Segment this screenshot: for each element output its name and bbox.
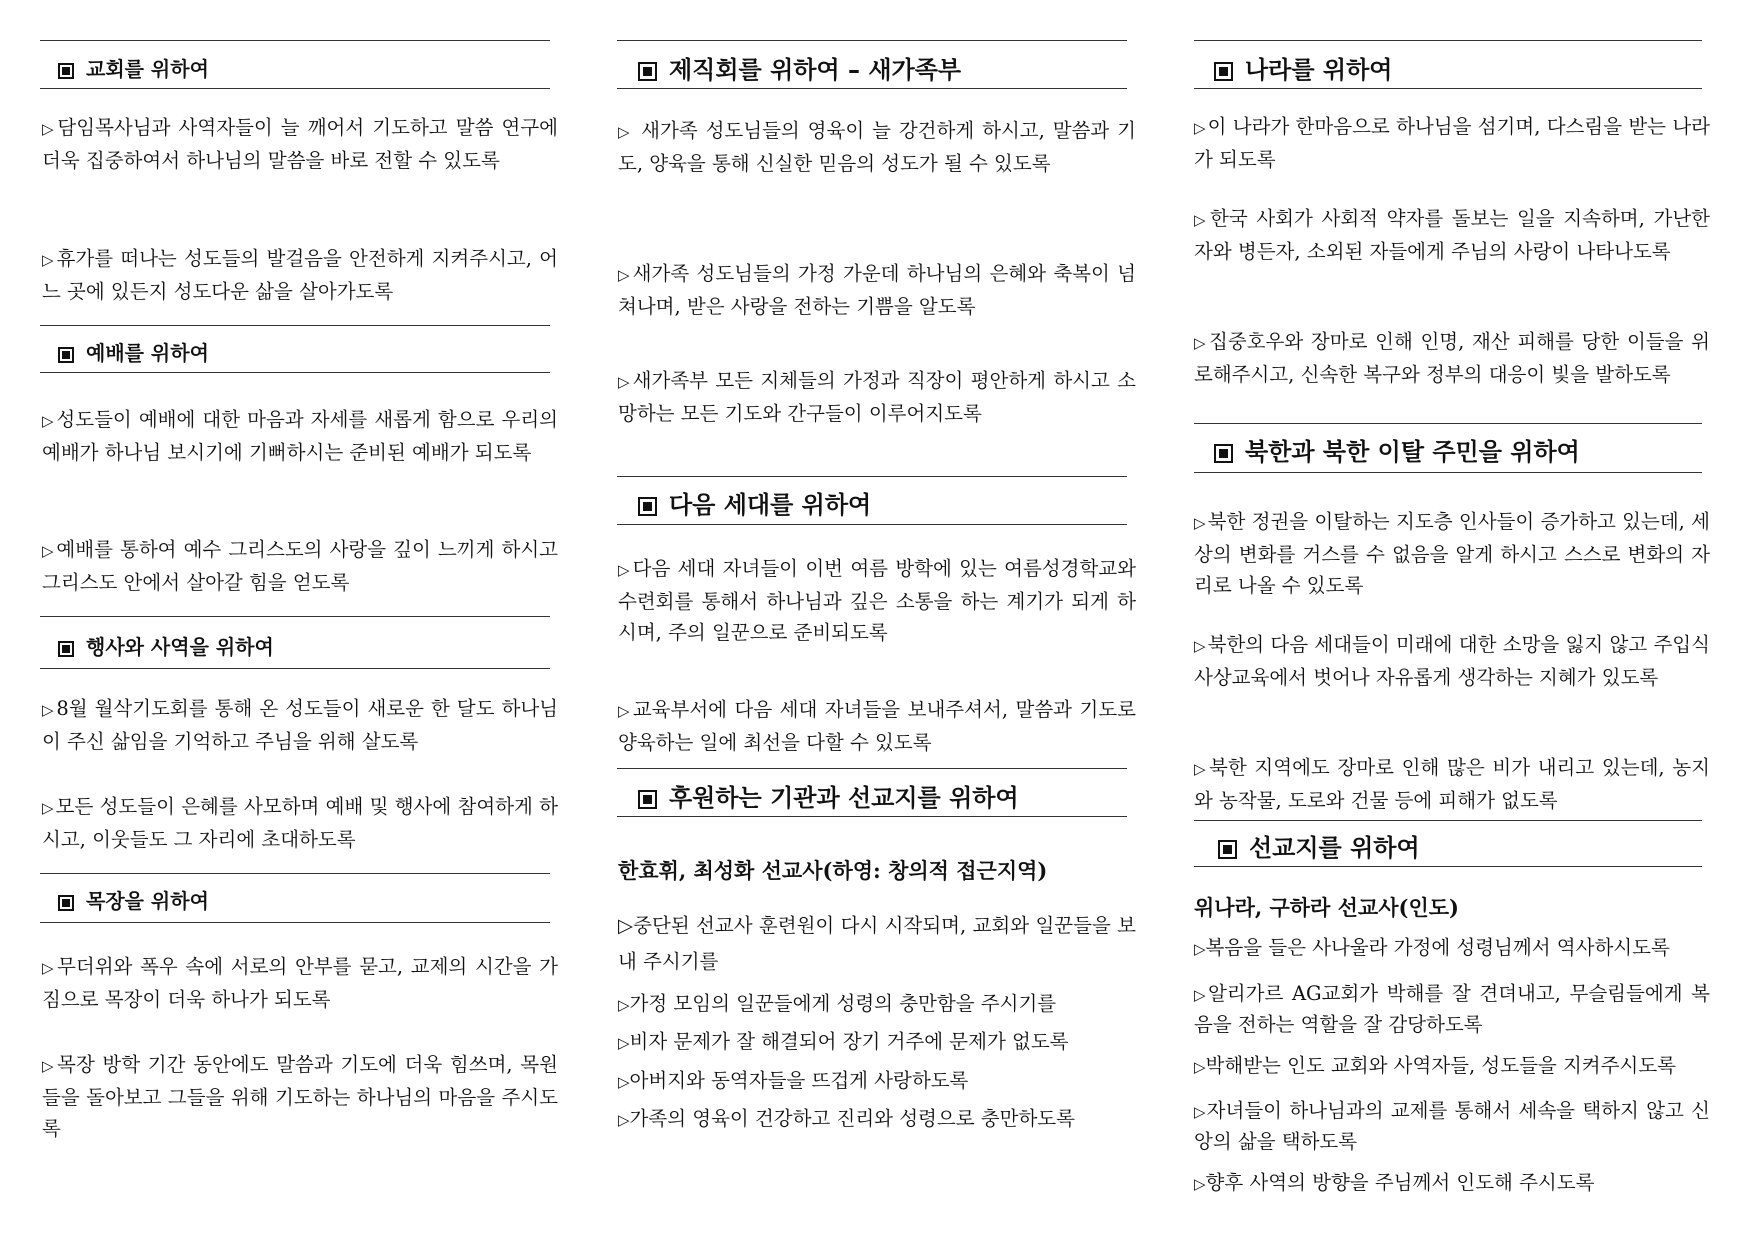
section-heading: 선교지를 위하여 — [1218, 828, 1420, 863]
divider — [40, 616, 550, 617]
square-marker-icon — [638, 790, 657, 809]
prayer-item: ▷ 담임목사님과 사역자들이 늘 깨어서 기도하고 말씀 연구에 더욱 집중하여서 하나님의 말씀을 바로 전할 수 있도록 — [42, 116, 558, 172]
prayer-item: ▷자녀들이 하나님과의 교제를 통해서 세속을 택하지 않고 신앙의 삶을 택하도록 — [1194, 1099, 1710, 1153]
divider — [617, 88, 1127, 89]
bullet-triangle-icon: ▷ — [618, 373, 631, 391]
prayer-item: ▷중단된 선교사 훈련원이 다시 시작되며, 교회와 일꾼들을 보내 주시기를 — [618, 914, 1136, 973]
prayer-item: ▷ 휴가를 떠나는 성도들의 발걸음을 안전하게 지켜주시고, 어느 곳에 있든지 성도다운 삶을 살아가도록 — [42, 247, 558, 303]
bullet-triangle-icon: ▷ — [42, 701, 55, 719]
bullet-triangle-icon: ▷ — [1194, 637, 1206, 655]
bullet-triangle-icon: ▷ — [618, 702, 631, 720]
square-marker-icon — [638, 62, 657, 81]
bullet-triangle-icon: ▷ — [1194, 760, 1208, 778]
divider — [1194, 820, 1702, 821]
section-heading: 행사와 사역을 위하여 — [58, 631, 274, 660]
divider — [40, 922, 550, 923]
bullet-triangle-icon: ▷ — [618, 1111, 630, 1129]
prayer-item: ▷ 목장 방학 기간 동안에도 말씀과 기도에 더욱 힘쓰며, 목원들을 돌아보고 그들을 위해 기도하는 하나님의 마음을 주시도록 — [42, 1053, 558, 1140]
bullet-triangle-icon: ▷ — [42, 1057, 56, 1075]
prayer-item: ▷비자 문제가 잘 해결되어 장기 거주에 문제가 없도록 — [618, 1030, 1069, 1053]
divider — [40, 325, 550, 326]
square-marker-icon — [1214, 62, 1233, 81]
prayer-item: ▷ 새가족부 모든 지체들의 가정과 직장이 평안하게 하시고 소망하는 모든 기도와 간구들이 이루어지도록 — [618, 369, 1136, 425]
bullet-triangle-icon: ▷ — [1194, 119, 1206, 137]
bullet-triangle-icon: ▷ — [42, 251, 55, 269]
prayer-item: ▷ 새가족 성도님들의 가정 가운데 하나님의 은혜와 축복이 넘쳐나며, 받은 사랑을 전하는 기쁨을 알도록 — [618, 262, 1136, 318]
bullet-triangle-icon: ▷ — [1194, 334, 1208, 352]
section-heading: 후원하는 기관과 선교지를 위하여 — [638, 778, 1019, 813]
prayer-item: ▷ 북한의 다음 세대들이 미래에 대한 소망을 잃지 않고 주입식 사상교육에서 벗어나 자유롭게 생각하는 지혜가 있도록 — [1194, 633, 1710, 689]
section-heading: 목장을 위하여 — [58, 885, 209, 914]
prayer-item: ▷ 이 나라가 한마음으로 하나님을 섬기며, 다스림을 받는 나라가 되도록 — [1194, 115, 1710, 171]
bullet-triangle-icon: ▷ — [618, 561, 631, 579]
bullet-triangle-icon: ▷ — [618, 996, 630, 1014]
prayer-item: ▷박해받는 인도 교회와 사역자들, 성도들을 지켜주시도록 — [1194, 1054, 1676, 1077]
prayer-item: ▷ 북한 정권을 이탈하는 지도층 인사들이 증가하고 있는데, 세상의 변화를 거스를 수 없음을 알게 하시고 스스로 변화의 자리로 나올 수 있도록 — [1194, 510, 1710, 597]
bullet-triangle-icon: ▷ — [618, 1073, 630, 1091]
divider — [1194, 866, 1702, 867]
prayer-item: ▷ 성도들이 예배에 대한 마음과 자세를 새롭게 함으로 우리의 예배가 하나님 보시기에 기뻐하시는 준비된 예배가 되도록 — [42, 408, 558, 464]
divider — [1194, 423, 1702, 424]
bullet-triangle-icon: ▷ — [618, 266, 631, 284]
square-marker-icon — [58, 641, 74, 657]
divider — [40, 668, 550, 669]
missionary-name: 위나라, 구하라 선교사(인도) — [1194, 895, 1459, 920]
prayer-item: ▷ 집중호우와 장마로 인해 인명, 재산 피해를 당한 이들을 위로해주시고, 신속한 복구와 정부의 대응이 빛을 발하도록 — [1194, 330, 1710, 386]
bullet-triangle-icon: ▷ — [1194, 940, 1206, 958]
divider — [617, 476, 1127, 477]
divider — [1194, 472, 1702, 473]
bullet-triangle-icon: ▷ — [1194, 986, 1208, 1004]
divider — [40, 40, 550, 41]
bullet-triangle-icon: ▷ — [42, 412, 55, 430]
bullet-triangle-icon: ▷ — [1194, 1058, 1206, 1076]
section-heading: 교회를 위하여 — [58, 53, 209, 82]
prayer-item: ▷아버지와 동역자들을 뜨겁게 사랑하도록 — [618, 1069, 969, 1092]
divider — [40, 88, 550, 89]
divider — [617, 816, 1127, 817]
square-marker-icon — [638, 497, 657, 516]
prayer-item: ▷복음을 들은 사나울라 가정에 성령님께서 역사하시도록 — [1194, 936, 1670, 959]
bullet-triangle-icon: ▷ — [618, 1034, 630, 1052]
square-marker-icon — [58, 895, 74, 911]
prayer-item: ▷ 새가족 성도님들의 영육이 늘 강건하게 하시고, 말씀과 기도, 양육을 통해 신실한 믿음의 성도가 될 수 있도록 — [618, 119, 1136, 175]
divider — [40, 873, 550, 874]
divider — [1194, 88, 1702, 89]
prayer-item: ▷ 교육부서에 다음 세대 자녀들을 보내주셔서, 말씀과 기도로 양육하는 일에 최선을 다할 수 있도록 — [618, 698, 1136, 754]
prayer-item: ▷ 모든 성도들이 은혜를 사모하며 예배 및 행사에 참여하게 하시고, 이웃들도 그 자리에 초대하도록 — [42, 795, 558, 851]
square-marker-icon — [58, 63, 74, 79]
section-heading: 다음 세대를 위하여 — [638, 485, 871, 520]
prayer-item: ▷ 한국 사회가 사회적 약자를 돌보는 일을 지속하며, 가난한 자와 병든자, 소외된 자들에게 주님의 사랑이 나타나도록 — [1194, 207, 1710, 263]
square-marker-icon — [1214, 444, 1233, 463]
prayer-item: ▷ 무더위와 폭우 속에 서로의 안부를 묻고, 교제의 시간을 가짐으로 목장이 더욱 하나가 되도록 — [42, 955, 558, 1011]
bullet-triangle-icon: ▷ — [1194, 1175, 1206, 1193]
prayer-item: ▷가족의 영육이 건강하고 진리와 성령으로 충만하도록 — [618, 1107, 1075, 1130]
section-heading: 북한과 북한 이탈 주민을 위하여 — [1214, 432, 1580, 467]
bullet-triangle-icon: ▷ — [42, 542, 55, 560]
divider — [40, 372, 550, 373]
bullet-triangle-icon: ▷ — [618, 914, 634, 937]
bullet-triangle-icon: ▷ — [42, 120, 56, 138]
section-heading: 예배를 위하여 — [58, 337, 209, 366]
prayer-item: ▷향후 사역의 방향을 주님께서 인도해 주시도록 — [1194, 1171, 1595, 1194]
prayer-item: ▷ 다음 세대 자녀들이 이번 여름 방학에 있는 여름성경학교와 수련회를 통해서 하나님과 깊은 소통을 하는 계기가 되게 하시며, 주의 일꾼으로 준비되도록 — [618, 557, 1136, 644]
bullet-triangle-icon: ▷ — [42, 799, 54, 817]
section-heading: 제직회를 위하여 – 새가족부 — [638, 50, 961, 85]
missionary-name: 한효휘, 최성화 선교사(하영: 창의적 접근지역) — [618, 858, 1048, 883]
bullet-triangle-icon: ▷ — [42, 959, 56, 977]
bullet-triangle-icon: ▷ — [618, 123, 632, 141]
divider — [617, 40, 1127, 41]
section-heading: 나라를 위하여 — [1214, 50, 1392, 85]
bullet-triangle-icon: ▷ — [1194, 514, 1206, 532]
divider — [617, 768, 1127, 769]
prayer-item: ▷알리가르 AG교회가 박해를 잘 견뎌내고, 무슬림들에게 복음을 전하는 역할을 잘 감당하도록 — [1194, 982, 1710, 1036]
square-marker-icon — [58, 347, 74, 363]
prayer-item: ▷ 북한 지역에도 장마로 인해 많은 비가 내리고 있는데, 농지와 농작물, 도로와 건물 등에 피해가 없도록 — [1194, 756, 1710, 812]
prayer-item: ▷ 8월 월삭기도회를 통해 온 성도들이 새로운 한 달도 하나님이 주신 삶임을 기억하고 주님을 위해 살도록 — [42, 697, 558, 753]
bullet-triangle-icon: ▷ — [1194, 211, 1208, 229]
bullet-triangle-icon: ▷ — [1194, 1103, 1207, 1121]
divider — [1194, 40, 1702, 41]
prayer-item: ▷가정 모임의 일꾼들에게 성령의 충만함을 주시기를 — [618, 992, 1057, 1015]
square-marker-icon — [1218, 840, 1237, 859]
prayer-item: ▷ 예배를 통하여 예수 그리스도의 사랑을 깊이 느끼게 하시고 그리스도 안에서 살아갈 힘을 얻도록 — [42, 538, 558, 594]
divider — [617, 524, 1127, 525]
